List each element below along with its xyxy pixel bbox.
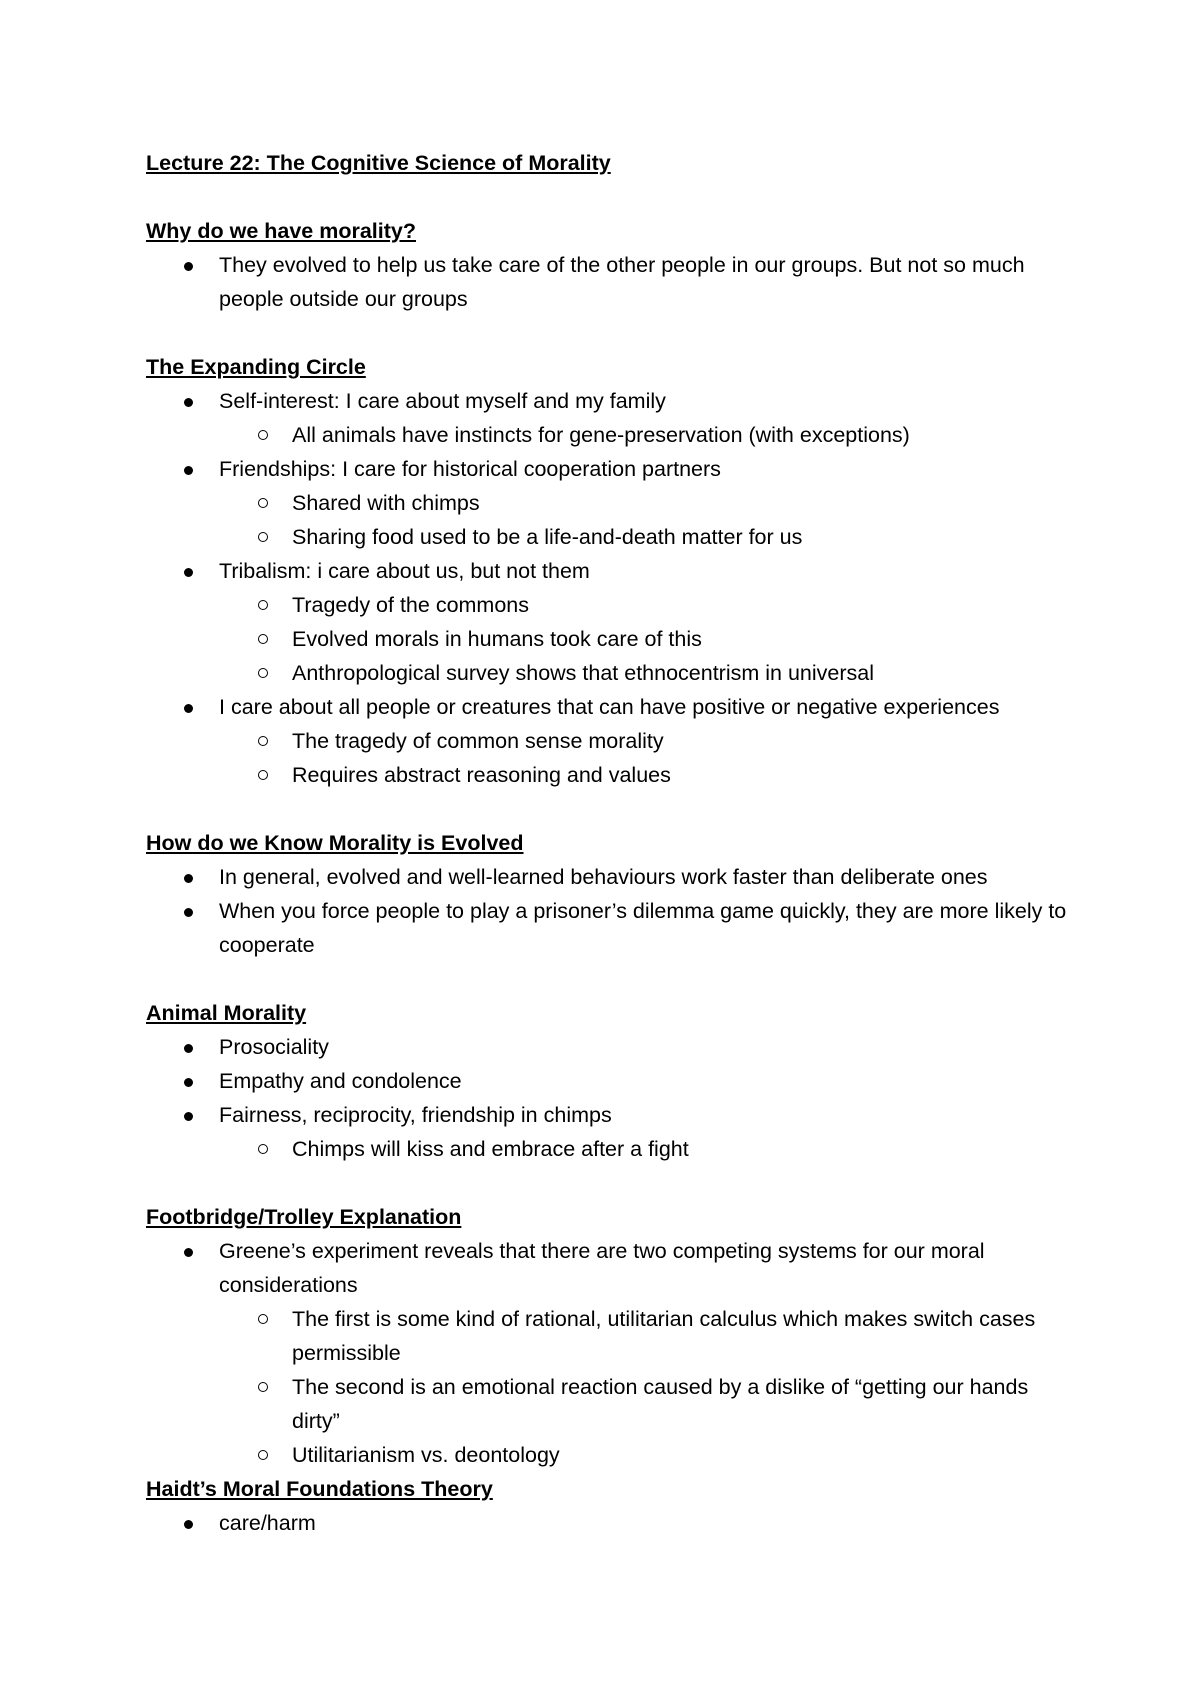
filled-bullet-icon	[184, 908, 193, 917]
list-item-text: Chimps will kiss and embrace after a fight	[292, 1137, 689, 1161]
page-title: Lecture 22: The Cognitive Science of Morality	[146, 151, 611, 175]
hollow-bullet-icon	[258, 532, 268, 542]
section	[146, 826, 1076, 962]
list-item-text: Empathy and condolence	[219, 1069, 462, 1093]
hollow-bullet-icon	[258, 736, 268, 746]
hollow-bullet-icon	[258, 1144, 268, 1154]
bullet-list	[146, 1234, 1076, 1472]
hollow-bullet-icon	[258, 1450, 268, 1460]
filled-bullet-icon	[184, 874, 193, 883]
list-item-text: Fairness, reciprocity, friendship in chimps	[219, 1103, 612, 1127]
section-heading: Animal Morality	[146, 1001, 307, 1025]
section-heading: Footbridge/Trolley Explanation	[146, 1205, 462, 1229]
list-item-text: The first is some kind of rational, utilitarian calculus which makes switch cases permissible	[292, 1307, 1036, 1365]
bullet-list	[146, 1030, 1076, 1166]
hollow-bullet-icon	[258, 430, 268, 440]
list-item-text: care/harm	[219, 1511, 316, 1535]
section-heading: Why do we have morality?	[146, 219, 416, 243]
list-item	[146, 690, 1076, 724]
filled-bullet-icon	[184, 704, 193, 713]
filled-bullet-icon	[184, 1112, 193, 1121]
hollow-bullet-icon	[258, 1382, 268, 1392]
list-item	[146, 1030, 1076, 1064]
list-item-text: When you force people to play a prisoner’s dilemma game quickly, they are more likely to cooperate	[219, 899, 1067, 957]
section	[146, 350, 1076, 792]
list-item-text: Prosociality	[219, 1035, 329, 1059]
list-item	[146, 1064, 1076, 1098]
list-item	[146, 894, 1076, 962]
list-item	[146, 554, 1076, 588]
list-item-text: Tragedy of the commons	[292, 593, 530, 617]
filled-bullet-icon	[184, 1248, 193, 1257]
sub-list-item	[146, 1370, 1076, 1438]
sections-container	[146, 214, 1076, 1540]
list-item-text: All animals have instincts for gene-preservation (with exceptions)	[292, 423, 910, 447]
sub-list-item	[146, 656, 1076, 690]
list-item-text: Sharing food used to be a life-and-death matter for us	[292, 525, 803, 549]
sub-list-item	[146, 622, 1076, 656]
list-item-text: They evolved to help us take care of the other people in our groups. But not so much people outside our groups	[219, 253, 1025, 311]
hollow-bullet-icon	[258, 498, 268, 508]
filled-bullet-icon	[184, 262, 193, 271]
section-heading: The Expanding Circle	[146, 355, 366, 379]
filled-bullet-icon	[184, 466, 193, 475]
hollow-bullet-icon	[258, 1314, 268, 1324]
list-item-text: I care about all people or creatures that can have positive or negative experiences	[219, 695, 1000, 719]
section	[146, 996, 1076, 1166]
list-item	[146, 1506, 1076, 1540]
list-item-text: In general, evolved and well-learned behaviours work faster than deliberate ones	[219, 865, 988, 889]
list-item	[146, 452, 1076, 486]
list-item-text: Tribalism: i care about us, but not them	[219, 559, 590, 583]
section	[146, 1200, 1076, 1472]
sub-list-item	[146, 588, 1076, 622]
list-item-text: Evolved morals in humans took care of this	[292, 627, 702, 651]
list-item	[146, 384, 1076, 418]
bullet-list	[146, 1506, 1076, 1540]
list-item	[146, 248, 1076, 316]
hollow-bullet-icon	[258, 600, 268, 610]
list-item-text: Requires abstract reasoning and values	[292, 763, 671, 787]
sub-list-item	[146, 486, 1076, 520]
bullet-list	[146, 860, 1076, 962]
filled-bullet-icon	[184, 568, 193, 577]
bullet-list	[146, 248, 1076, 316]
list-item-text: Greene’s experiment reveals that there are two competing systems for our moral considerations	[219, 1239, 985, 1297]
list-item-text: Anthropological survey shows that ethnocentrism in universal	[292, 661, 874, 685]
list-item-text: Self-interest: I care about myself and my family	[219, 389, 666, 413]
sub-list-item	[146, 724, 1076, 758]
list-item-text: Utilitarianism vs. deontology	[292, 1443, 560, 1467]
section-heading: How do we Know Morality is Evolved	[146, 831, 524, 855]
list-item-text: The second is an emotional reaction caused by a dislike of “getting our hands dirty”	[292, 1375, 1029, 1433]
section	[146, 1472, 1076, 1540]
filled-bullet-icon	[184, 1520, 193, 1529]
document-page	[146, 146, 1076, 1540]
hollow-bullet-icon	[258, 634, 268, 644]
bullet-list	[146, 384, 1076, 792]
sub-list-item	[146, 520, 1076, 554]
list-item	[146, 1234, 1076, 1302]
list-item	[146, 1098, 1076, 1132]
filled-bullet-icon	[184, 1044, 193, 1053]
filled-bullet-icon	[184, 1078, 193, 1087]
hollow-bullet-icon	[258, 770, 268, 780]
section-heading: Haidt’s Moral Foundations Theory	[146, 1477, 493, 1501]
list-item-text: Shared with chimps	[292, 491, 480, 515]
filled-bullet-icon	[184, 398, 193, 407]
list-item	[146, 860, 1076, 894]
sub-list-item	[146, 1438, 1076, 1472]
list-item-text: Friendships: I care for historical cooperation partners	[219, 457, 721, 481]
section	[146, 214, 1076, 316]
sub-list-item	[146, 1302, 1076, 1370]
list-item-text: The tragedy of common sense morality	[292, 729, 664, 753]
sub-list-item	[146, 418, 1076, 452]
hollow-bullet-icon	[258, 668, 268, 678]
sub-list-item	[146, 1132, 1076, 1166]
sub-list-item	[146, 758, 1076, 792]
